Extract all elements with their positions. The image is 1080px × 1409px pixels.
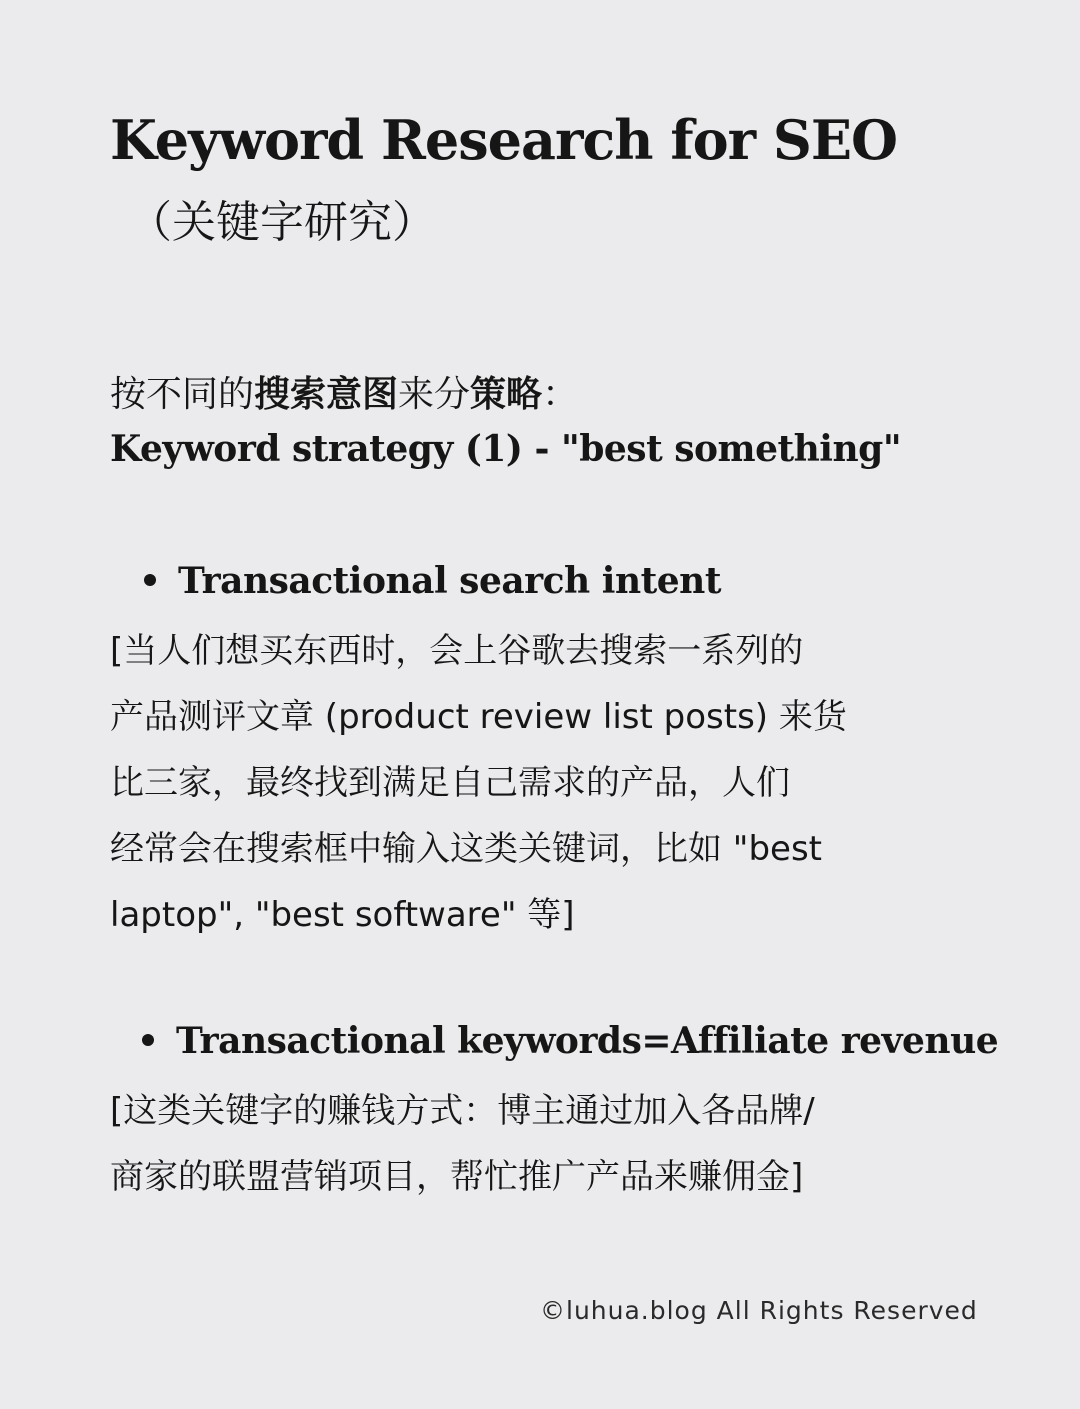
- paragraph-line: [当人们想买东西时，会上谷歌去搜索一系列的: [110, 631, 804, 671]
- section-heading: [144, 560, 721, 602]
- strategy-intro-text: 按不同的: [110, 374, 255, 415]
- page-subtitle: （关键字研究）: [128, 197, 436, 248]
- section-heading: [142, 1020, 998, 1062]
- bullet-icon: [142, 1034, 154, 1046]
- strategy-heading: Keyword strategy (1) - "best something": [110, 428, 902, 470]
- strategy-intro-text: 来分: [398, 374, 471, 415]
- section-paragraph: [110, 618, 990, 948]
- section-heading-text: Transactional search intent: [178, 560, 721, 602]
- paragraph-line: 产品测评文章 (product review list posts) 来货: [110, 697, 847, 737]
- copyright-footer: ©luhua.blog All Rights Reserved: [540, 1296, 978, 1325]
- paragraph-line: 比三家，最终找到满足自己需求的产品，人们: [110, 763, 790, 803]
- page-title: Keyword Research for SEO: [110, 108, 898, 172]
- strategy-intro-text: ：: [542, 374, 579, 415]
- paragraph-line: [这类关键字的赚钱方式：博主通过加入各品牌/: [110, 1091, 815, 1131]
- section-paragraph: [110, 1078, 990, 1210]
- paragraph-line: 经常会在搜索框中输入这类关键词，比如 "best: [110, 829, 822, 869]
- document-page: [110, 0, 999, 1409]
- strategy-intro: [110, 366, 578, 417]
- paragraph-line: laptop", "best software" 等]: [110, 895, 575, 935]
- bullet-icon: [144, 574, 156, 586]
- section-heading-text: Transactional keywords=Affiliate revenue: [176, 1020, 999, 1062]
- paragraph-line: 商家的联盟营销项目，帮忙推广产品来赚佣金]: [110, 1157, 804, 1197]
- strategy-intro-emphasis: 搜索意图: [254, 374, 399, 415]
- strategy-intro-emphasis: 策略: [470, 374, 543, 415]
